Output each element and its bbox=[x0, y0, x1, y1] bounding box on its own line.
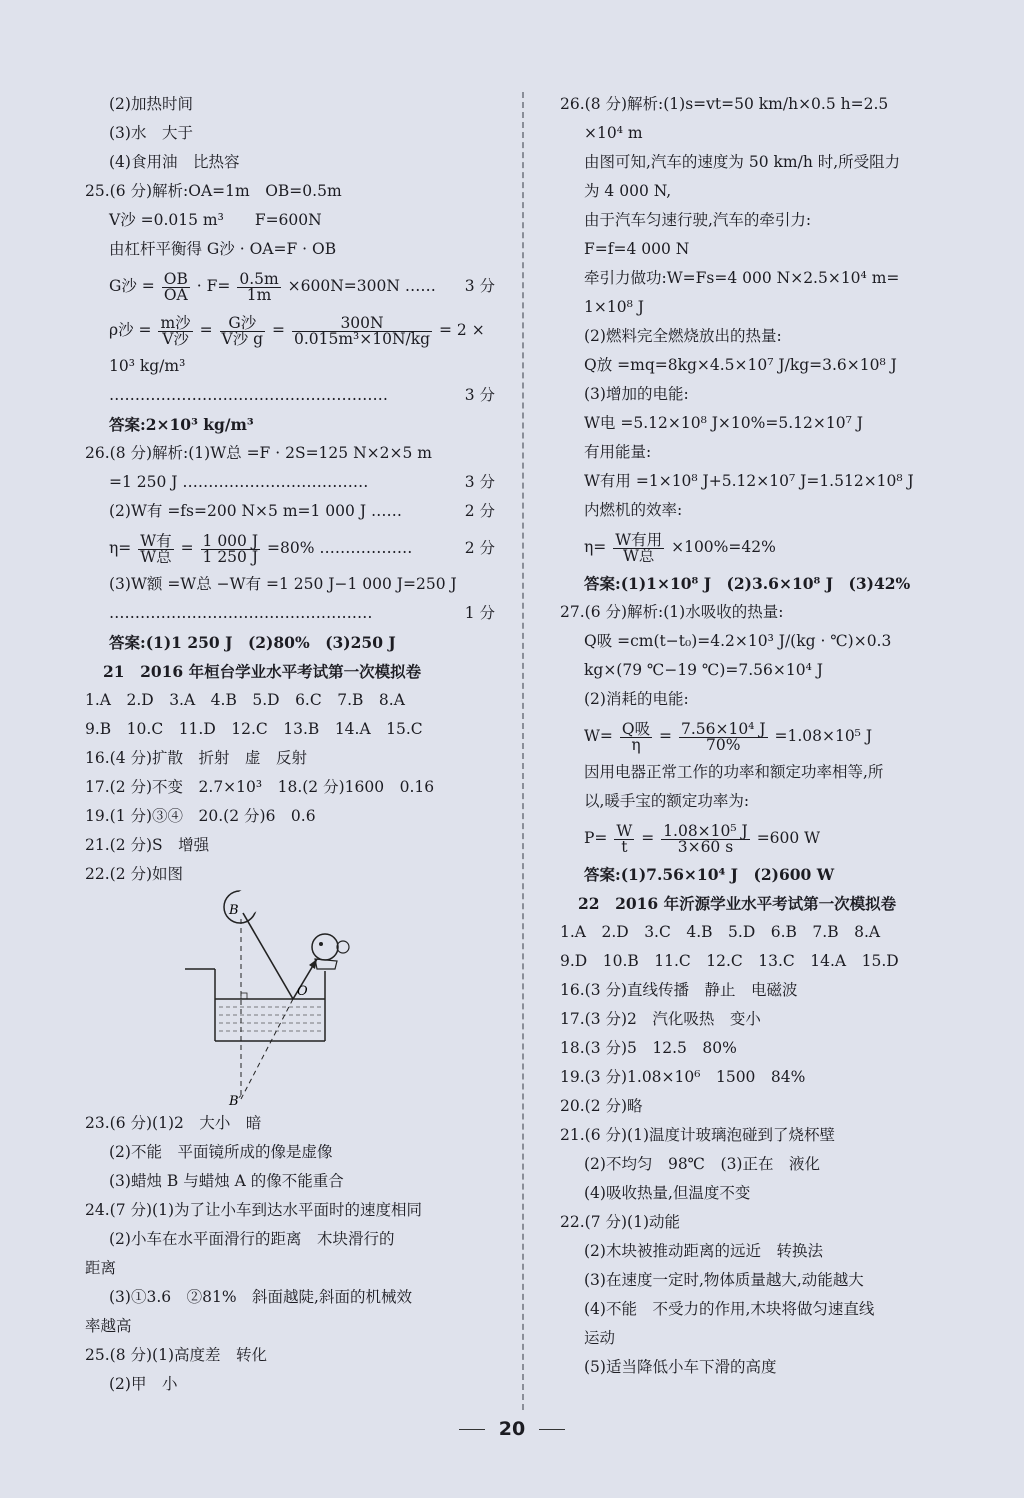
text-line: 10³ kg/m³ bbox=[109, 357, 186, 375]
text-line: W有用 =1×10⁸ J+5.12×10⁷ J=1.512×10⁸ J bbox=[584, 472, 914, 490]
denominator: η bbox=[631, 735, 641, 754]
text-line: W电 =5.12×10⁸ J×10%=5.12×10⁷ J bbox=[584, 414, 863, 432]
text-line: 由图可知,汽车的速度为 50 km/h 时,所受阻力 bbox=[584, 153, 901, 171]
text-line: (2)不能 平面镜所成的像是虚像 bbox=[109, 1143, 333, 1161]
page-number-text: 20 bbox=[498, 1418, 526, 1440]
formula-part: ρ沙 = bbox=[109, 321, 152, 339]
fraction bbox=[614, 821, 634, 856]
text-line: 以,暖手宝的额定功率为: bbox=[584, 792, 750, 810]
mc-answers: 9.B 10.C 11.D 12.C 13.B 14.A 15.C bbox=[85, 720, 423, 738]
dots-line bbox=[85, 599, 495, 628]
column-divider bbox=[522, 92, 524, 1410]
text-line: F=f=4 000 N bbox=[584, 240, 690, 258]
denominator: V沙 g bbox=[221, 329, 264, 348]
text-line: 20.(2 分)略 bbox=[560, 1097, 643, 1115]
exam-title: 22 2016 年沂源学业水平考试第一次模拟卷 bbox=[578, 894, 897, 913]
numerator: 300N bbox=[292, 316, 432, 332]
dots-line bbox=[85, 381, 495, 410]
text-line: 16.(4 分)扩散 折射 虚 反射 bbox=[85, 749, 308, 767]
fraction bbox=[292, 313, 432, 348]
label-b: B bbox=[229, 903, 239, 918]
formula-part: ×100%=42% bbox=[671, 538, 776, 556]
formula-part: = 2 × bbox=[439, 321, 485, 339]
text-line: (3)①3.6 ②81% 斜面越陡,斜面的机械效 bbox=[109, 1288, 412, 1306]
formula-efficiency bbox=[85, 526, 495, 570]
formula-power bbox=[560, 816, 980, 860]
fraction bbox=[138, 531, 173, 566]
numerator: Q吸 bbox=[621, 719, 651, 738]
numerator: W bbox=[616, 821, 633, 840]
text-line: 16.(3 分)直线传播 静止 电磁波 bbox=[560, 981, 798, 999]
numerator: G沙 bbox=[220, 316, 266, 332]
formula-part: G沙 = bbox=[109, 277, 155, 295]
label-b-prime: B′ bbox=[229, 1094, 242, 1109]
denominator: 1m bbox=[246, 285, 272, 304]
denominator: 1 250 J bbox=[202, 547, 259, 566]
formula-part: P= bbox=[584, 829, 608, 847]
answer-line: 答案:(1)1 250 J (2)80% (3)250 J bbox=[109, 633, 396, 652]
denominator: 70% bbox=[706, 735, 741, 754]
text-line: V沙 =0.015 m³ F=600N bbox=[109, 211, 322, 229]
label-o: O bbox=[297, 984, 308, 999]
formula-density bbox=[85, 308, 495, 352]
score-label: 2 分 bbox=[464, 539, 495, 557]
numerator: m沙 bbox=[160, 313, 191, 332]
fraction bbox=[679, 719, 768, 754]
q25-header: 25.(6 分)解析:OA=1m OB=0.5m bbox=[85, 182, 342, 200]
denominator: W总 bbox=[622, 546, 655, 565]
formula-part: = bbox=[272, 321, 286, 339]
fraction bbox=[661, 821, 750, 856]
text-line: 21.(2 分)S 增强 bbox=[85, 836, 210, 854]
numerator: 7.56×10⁴ J bbox=[680, 719, 766, 738]
formula-energy bbox=[560, 714, 980, 758]
q26-header: 26.(8 分)解析:(1)W总 =F · 2S=125 N×2×5 m bbox=[85, 444, 432, 462]
text-line: (2)木块被推动距离的远近 转换法 bbox=[584, 1242, 823, 1260]
fraction bbox=[613, 530, 664, 565]
text-line: 距离 bbox=[85, 1259, 117, 1277]
numerator: W有用 bbox=[615, 530, 663, 549]
fraction bbox=[162, 269, 190, 304]
mc-answers: 1.A 2.D 3.A 4.B 5.D 6.C 7.B 8.A bbox=[85, 691, 405, 709]
formula-part: ×600N=300N …… bbox=[287, 277, 436, 295]
denominator: 0.015m³×10N/kg bbox=[293, 329, 431, 348]
text-line: 21.(6 分)(1)温度计玻璃泡碰到了烧杯壁 bbox=[560, 1126, 835, 1144]
text-line: 19.(3 分)1.08×10⁶ 1500 84% bbox=[560, 1068, 806, 1086]
observer-icon bbox=[312, 934, 338, 960]
text-line: 牵引力做功:W=Fs=4 000 N×2.5×10⁴ m= bbox=[584, 269, 900, 287]
text-line bbox=[85, 497, 495, 526]
fraction bbox=[201, 531, 261, 566]
text-line: kg×(79 ℃−19 ℃)=7.56×10⁴ J bbox=[584, 661, 823, 679]
text-line: (3)水 大于 bbox=[109, 124, 193, 142]
text-line: 19.(1 分)③④ 20.(2 分)6 0.6 bbox=[85, 807, 316, 825]
formula-part: = bbox=[180, 539, 194, 557]
denominator: t bbox=[621, 837, 628, 856]
text-line: 由于汽车匀速行驶,汽车的牵引力: bbox=[584, 211, 812, 229]
text-line: 17.(2 分)不变 2.7×10³ 18.(2 分)1600 0.16 bbox=[85, 778, 435, 796]
page-number bbox=[0, 1418, 1024, 1440]
text-line: (3)在速度一定时,物体质量越大,动能越大 bbox=[584, 1271, 864, 1289]
numerator: 1.08×10⁵ J bbox=[663, 821, 748, 840]
formula-engine-efficiency bbox=[560, 525, 980, 569]
text-line: 有用能量: bbox=[584, 443, 652, 461]
right-column bbox=[560, 90, 980, 1382]
left-column bbox=[85, 90, 495, 1399]
score-label: 3 分 bbox=[464, 386, 495, 404]
dots: …………………………………………… bbox=[109, 604, 373, 622]
text-line: 24.(7 分)(1)为了让小车到达水平面时的速度相同 bbox=[85, 1201, 422, 1219]
answer-line: 答案:(1)7.56×10⁴ J (2)600 W bbox=[584, 865, 835, 884]
text-line: 23.(6 分)(1)2 大小 暗 bbox=[85, 1114, 262, 1132]
formula-part: η= bbox=[109, 539, 132, 557]
text-line: 1×10⁸ J bbox=[584, 298, 644, 316]
text-line: 率越高 bbox=[85, 1317, 132, 1335]
reflection-figure bbox=[185, 889, 365, 1109]
text-line bbox=[85, 468, 495, 497]
text-line: (2)消耗的电能: bbox=[584, 690, 689, 708]
formula-part: =600 W bbox=[756, 829, 821, 847]
denominator: V沙 bbox=[162, 329, 189, 348]
q27-header: 27.(6 分)解析:(1)水吸收的热量: bbox=[560, 603, 784, 621]
text-line: 由杠杆平衡得 G沙 · OA=F · OB bbox=[109, 240, 337, 258]
water-fill bbox=[219, 1007, 321, 1031]
text-line: (3)蜡烛 B 与蜡烛 A 的像不能重合 bbox=[109, 1172, 344, 1190]
formula-part: =1.08×10⁵ J bbox=[774, 727, 873, 745]
formula-part: W= bbox=[584, 727, 613, 745]
denominator: W总 bbox=[140, 547, 172, 566]
text-line: Q放 =mq=8kg×4.5×10⁷ J/kg=3.6×10⁸ J bbox=[584, 356, 897, 374]
text-line: 17.(3 分)2 汽化吸热 变小 bbox=[560, 1010, 761, 1028]
numerator: W有 bbox=[140, 531, 172, 550]
text-line: 18.(3 分)5 12.5 80% bbox=[560, 1039, 737, 1057]
q26-header: 26.(8 分)解析:(1)s=vt=50 km/h×0.5 h=2.5 bbox=[560, 95, 889, 113]
text-line: (2)燃料完全燃烧放出的热量: bbox=[584, 327, 782, 345]
text-line: 因用电器正常工作的功率和额定功率相等,所 bbox=[584, 763, 884, 781]
denominator: 3×60 s bbox=[677, 837, 734, 856]
text-line: (4)食用油 比热容 bbox=[109, 153, 240, 171]
mc-answers: 1.A 2.D 3.C 4.B 5.D 6.B 7.B 8.A bbox=[560, 923, 881, 941]
text-line: 为 4 000 N, bbox=[584, 182, 672, 200]
numerator: 0.5m bbox=[239, 269, 279, 288]
formula-part: =1 250 J ……………………………… bbox=[109, 473, 369, 491]
text-line: (5)适当降低小车下滑的高度 bbox=[584, 1358, 777, 1376]
score-label: 1 分 bbox=[464, 604, 495, 622]
mc-answers: 9.D 10.B 11.C 12.C 13.C 14.A 15.D bbox=[560, 952, 899, 970]
text-line: (2)小车在水平面滑行的距离 木块滑行的 bbox=[109, 1230, 395, 1248]
exam-title: 21 2016 年桓台学业水平考试第一次模拟卷 bbox=[103, 662, 422, 681]
formula-part: = bbox=[199, 321, 213, 339]
text-line: 运动 bbox=[584, 1329, 616, 1347]
dots: ……………………………………………… bbox=[109, 386, 388, 404]
text-line: ×10⁴ m bbox=[584, 124, 643, 142]
answer-line: 答案:2×10³ kg/m³ bbox=[109, 415, 254, 434]
text-line: 22.(7 分)(1)动能 bbox=[560, 1213, 680, 1231]
text-line: (2)不均匀 98℃ (3)正在 液化 bbox=[584, 1155, 820, 1173]
text-line: (2)甲 小 bbox=[109, 1375, 178, 1393]
formula-part: =80% ……………… bbox=[266, 539, 413, 557]
formula-gravity bbox=[85, 264, 495, 308]
virtual-ray bbox=[241, 999, 293, 1099]
text-line: Q吸 =cm(t−t₀)=4.2×10³ J/(kg · ℃)×0.3 bbox=[584, 632, 892, 650]
formula-part: = bbox=[641, 829, 655, 847]
text-line: 内燃机的效率: bbox=[584, 501, 683, 519]
fraction bbox=[620, 719, 652, 754]
formula-part: (2)W有 =fs=200 N×5 m=1 000 J …… bbox=[109, 502, 402, 520]
incident-ray bbox=[243, 913, 293, 999]
fraction bbox=[237, 269, 280, 304]
numerator: OB bbox=[163, 269, 188, 288]
text-line: (4)不能 不受力的作用,木块将做匀速直线 bbox=[584, 1300, 875, 1318]
formula-part: · F= bbox=[196, 277, 231, 295]
numerator: 1 000 J bbox=[202, 531, 259, 550]
text-line: (3)W额 =W总 −W有 =1 250 J−1 000 J=250 J bbox=[109, 575, 457, 593]
score-label: 3 分 bbox=[464, 473, 495, 491]
fraction bbox=[158, 313, 192, 348]
text-line: 25.(8 分)(1)高度差 转化 bbox=[85, 1346, 267, 1364]
text-line: 22.(2 分)如图 bbox=[85, 865, 184, 883]
score-label: 2 分 bbox=[464, 502, 495, 520]
text-line: (4)吸收热量,但温度不变 bbox=[584, 1184, 751, 1202]
denominator: OA bbox=[163, 285, 188, 304]
text-line: (2)加热时间 bbox=[109, 95, 193, 113]
formula-part: = bbox=[659, 727, 673, 745]
formula-part: η= bbox=[584, 538, 607, 556]
optics-diagram bbox=[85, 889, 495, 1109]
score-label: 3 分 bbox=[464, 277, 495, 295]
answer-line: 答案:(1)1×10⁸ J (2)3.6×10⁸ J (3)42% bbox=[584, 574, 911, 593]
fraction bbox=[220, 313, 266, 348]
text-line: (3)增加的电能: bbox=[584, 385, 689, 403]
